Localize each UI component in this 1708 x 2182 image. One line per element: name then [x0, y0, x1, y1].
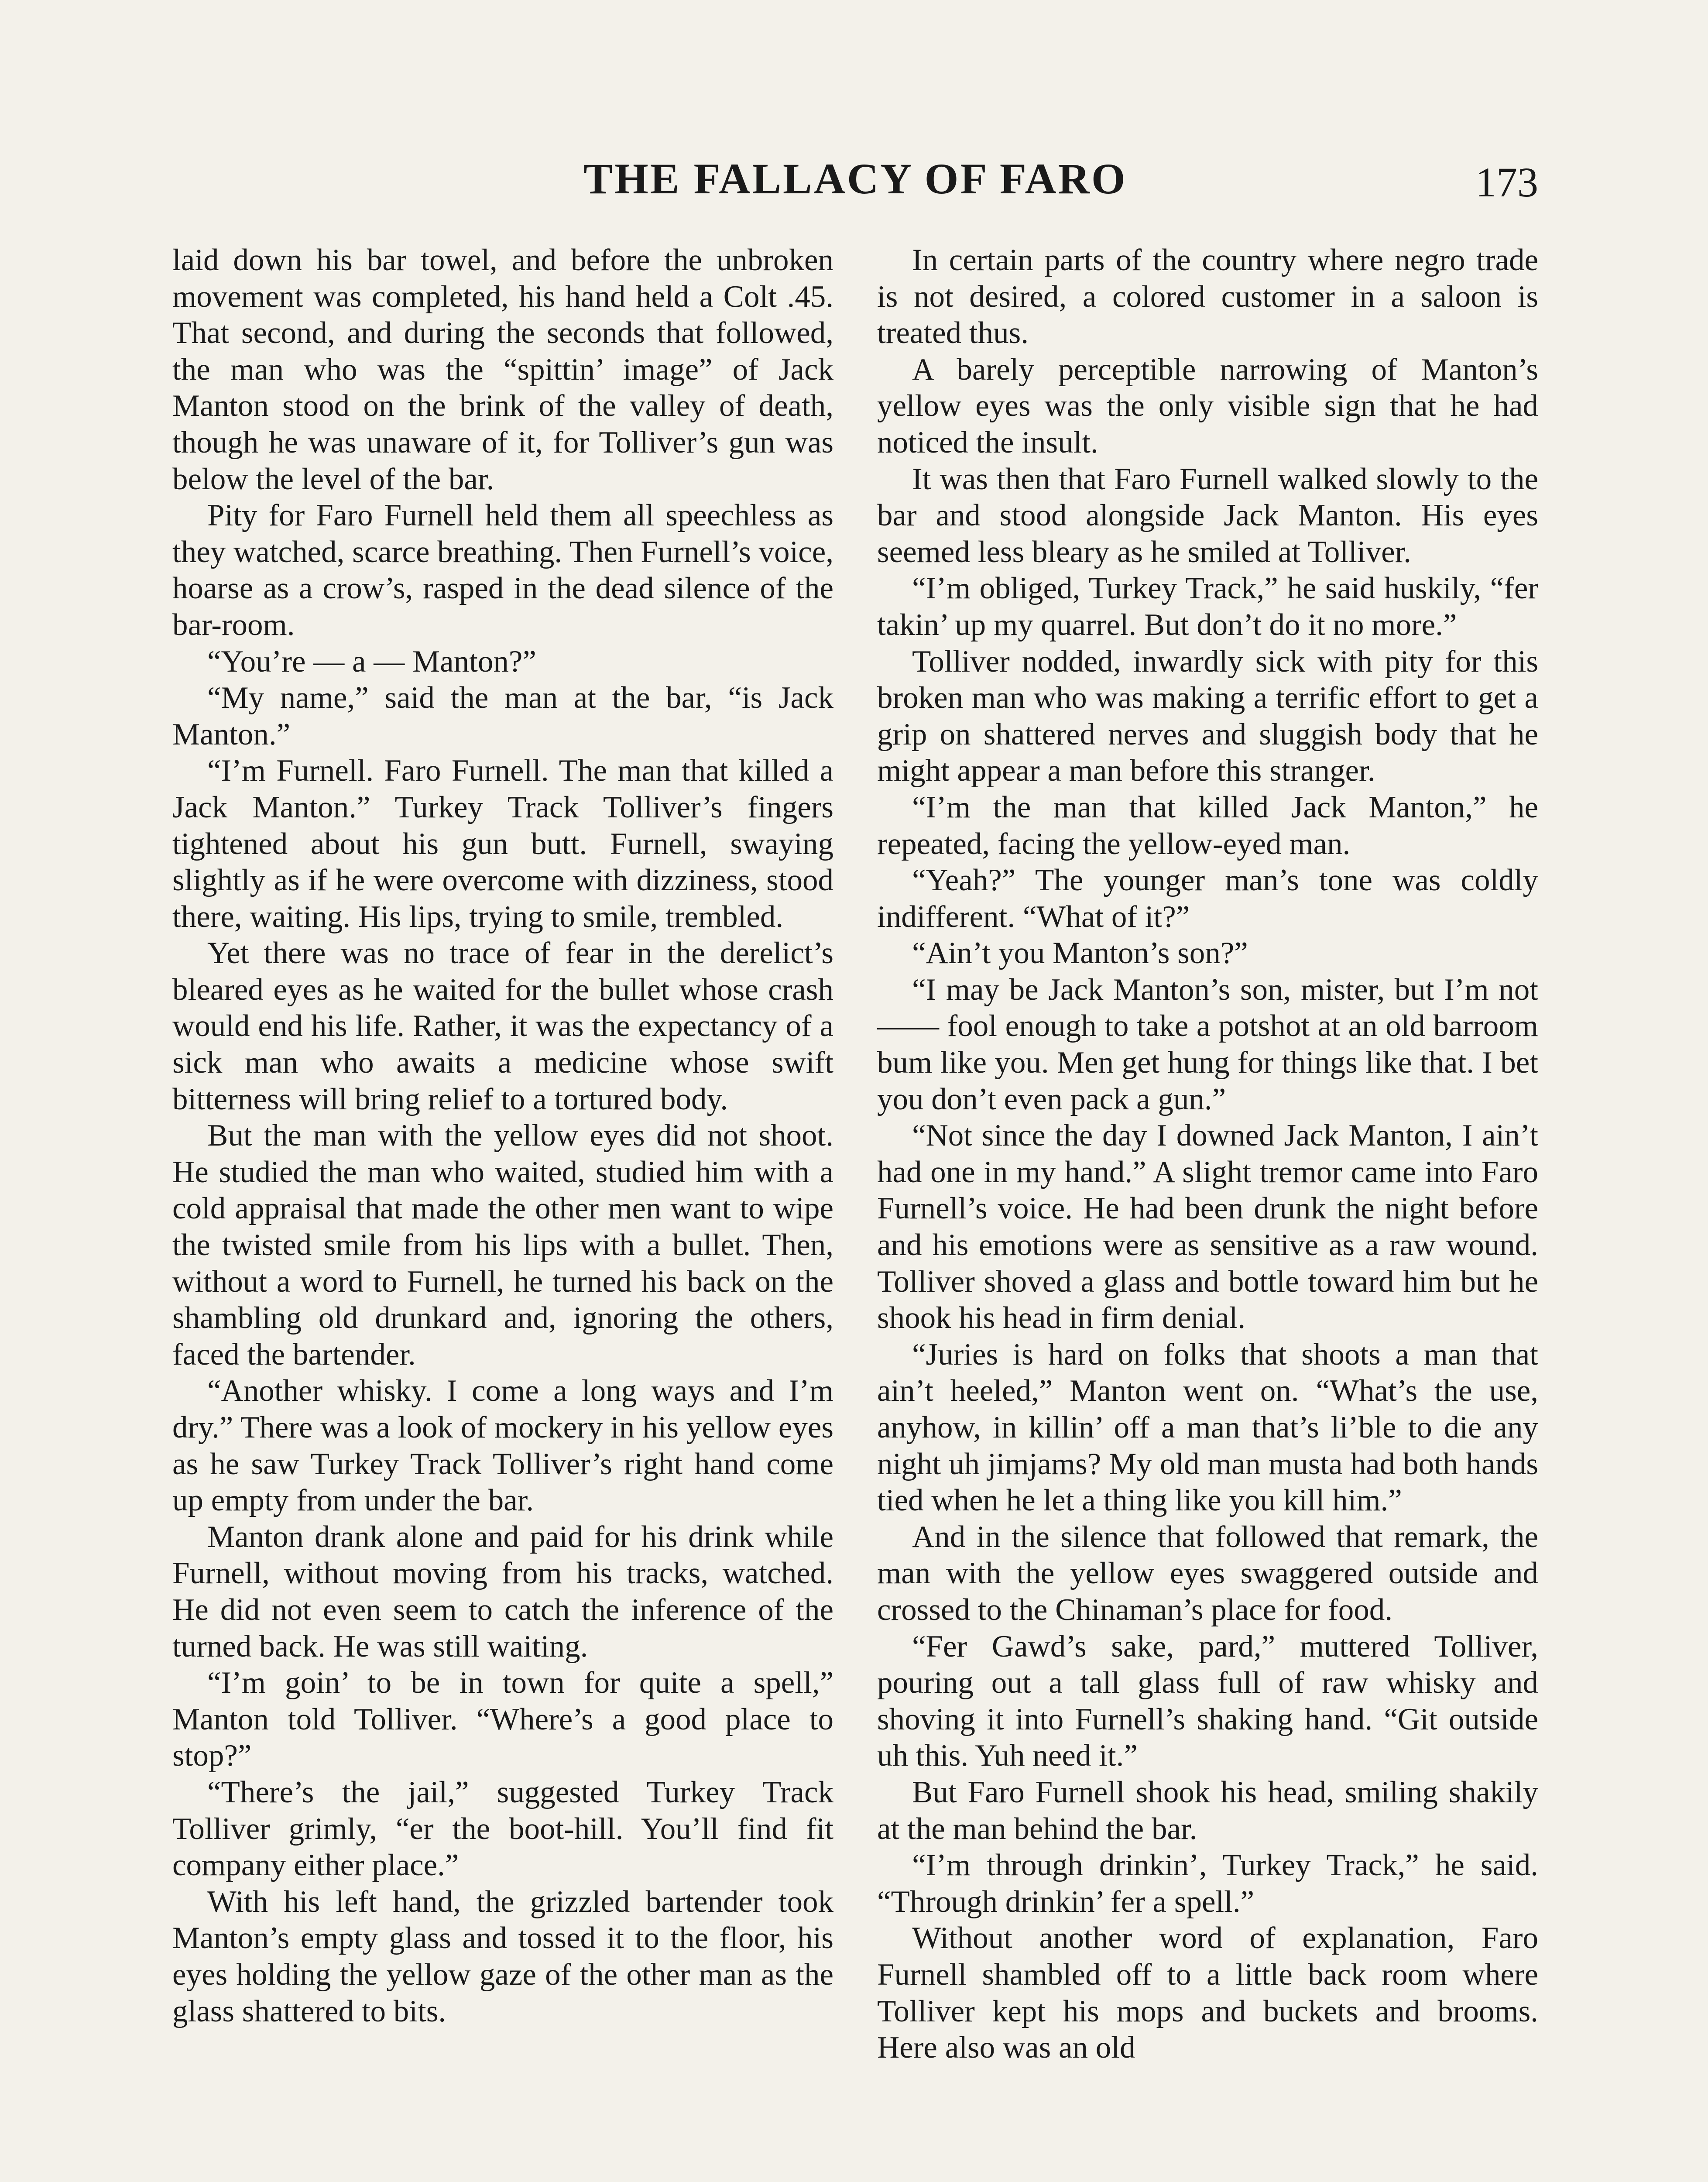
paragraph: And in the silence that followed that remark, the man with the yellow eyes swaggered outside and crossed to the Chinaman’s place for food. — [877, 1520, 1538, 1627]
page-header — [172, 151, 1538, 207]
paragraph: “I’m through drinkin’, Turkey Track,” he said. “Through drinkin’ fer a spell.” — [877, 1848, 1538, 1919]
paragraph: “I’m Furnell. Faro Furnell. The man that killed a Jack Manton.” Turkey Track Tolliver’s fingers tightened about his gun butt. Furnell, swaying slightly as if he were overcome with dizziness, stood there, waiting. His lips, trying to smile, trembled. — [172, 754, 833, 934]
paragraph: “Ain’t you Manton’s son?” — [912, 936, 1248, 971]
paragraph: With his left hand, the grizzled bartender took Manton’s empty glass and tossed it to the floor, his eyes holding the yellow gaze of the other man as the glass shattered to bits. — [172, 1884, 833, 2028]
page-number: 173 — [1475, 159, 1538, 206]
paragraph: “Not since the day I downed Jack Manton, I ain’t had one in my hand.” A slight tremor came into Faro Furnell’s voice. He had been drunk the night before and his emotions were as sensitive as a raw wound. Tolliver shoved a glass and bottle toward him but he shook his head in firm denial. — [877, 1118, 1538, 1335]
paragraph: “Yeah?” The younger man’s tone was coldly indifferent. “What of it?” — [877, 863, 1538, 934]
paragraph: “Juries is hard on folks that shoots a man that ain’t heeled,” Manton went on. “What’s the use, anyhow, in killin’ off a man that’s li’ble to die any night uh jimjams? My old man musta had both hands tied when he let a thing like you kill him.” — [877, 1337, 1538, 1518]
paragraph: “My name,” said the man at the bar, “is Jack Manton.” — [172, 681, 833, 751]
paragraph: “I’m goin’ to be in town for quite a spell,” Manton told Tolliver. “Where’s a good place to stop?” — [172, 1666, 833, 1773]
right-column — [877, 242, 1538, 2182]
paragraph: laid down his bar towel, and before the unbroken movement was completed, his hand held a Colt .45. That second, and during the seconds that followed, the man who was the “spittin’ image” of Jack Manton stood on the brink of the valley of death, though he was unaware of it, for Tolliver’s gun was below the level of the bar. — [172, 243, 833, 496]
page-title: THE FALLACY OF FARO — [583, 154, 1127, 203]
paragraph: A barely perceptible narrowing of Manton’s yellow eyes was the only visible sign that he had noticed the insult. — [877, 352, 1538, 460]
left-column — [172, 242, 833, 2182]
paragraph: But the man with the yellow eyes did not shoot. He studied the man who waited, studied him with a cold appraisal that made the other men want to wipe the twisted smile from his lips with a bullet. Then, without a word to Furnell, he turned his back on the shambling old drunkard and, ignoring the others, faced the bartender. — [172, 1118, 833, 1372]
paragraph: Without another word of explanation, Faro Furnell shambled off to a little back room where Tolliver kept his mops and buckets and brooms. Here also was an old — [877, 1921, 1538, 2065]
paragraph: Manton drank alone and paid for his drink while Furnell, without moving from his tracks, watched. He did not even seem to catch the inference of the turned back. He was still waiting. — [172, 1520, 833, 1664]
paragraph: “I may be Jack Manton’s son, mister, but I’m not —— fool enough to take a potshot at an old barroom bum like you. Men get hung for things like that. I bet you don’t even pack a gun.” — [877, 972, 1538, 1116]
paragraph: Pity for Faro Furnell held them all speechless as they watched, scarce breathing. Then Furnell’s voice, hoarse as a crow’s, rasped in the dead silence of the bar-room. — [172, 498, 833, 642]
paragraph: “There’s the jail,” suggested Turkey Track Tolliver grimly, “er the boot-hill. You’ll find fit company either place.” — [172, 1775, 833, 1883]
paragraph: In certain parts of the country where negro trade is not desired, a colored customer in a saloon is treated thus. — [877, 243, 1538, 350]
paragraph: Yet there was no trace of fear in the derelict’s bleared eyes as he waited for the bullet whose crash would end his life. Rather, it was the expectancy of a sick man who awaits a medicine whose swift bitterness will bring relief to a tortured body. — [172, 936, 833, 1116]
paragraph: But Faro Furnell shook his head, smiling shakily at the man behind the bar. — [877, 1775, 1538, 1846]
paragraph: “Fer Gawd’s sake, pard,” muttered Tolliver, pouring out a tall glass full of raw whisky and shoving it into Furnell’s shaking hand. “Git outside uh this. Yuh need it.” — [877, 1629, 1538, 1773]
paragraph: “I’m the man that killed Jack Manton,” he repeated, facing the yellow-eyed man. — [877, 790, 1538, 861]
paragraph: “Another whisky. I come a long ways and I’m dry.” There was a look of mockery in his yellow eyes as he saw Turkey Track Tolliver’s right hand come up empty from under the bar. — [172, 1374, 833, 1518]
paragraph: It was then that Faro Furnell walked slowly to the bar and stood alongside Jack Manton. His eyes seemed less bleary as he smiled at Tolliver. — [877, 462, 1538, 569]
paragraph: “I’m obliged, Turkey Track,” he said huskily, “fer takin’ up my quarrel. But don’t do it no more.” — [877, 571, 1538, 642]
paragraph: “You’re — a — Manton?” — [207, 644, 536, 679]
paragraph: Tolliver nodded, inwardly sick with pity for this broken man who was making a terrific effort to get a grip on shattered nerves and sluggish body that he might appear a man before this stranger. — [877, 644, 1538, 788]
